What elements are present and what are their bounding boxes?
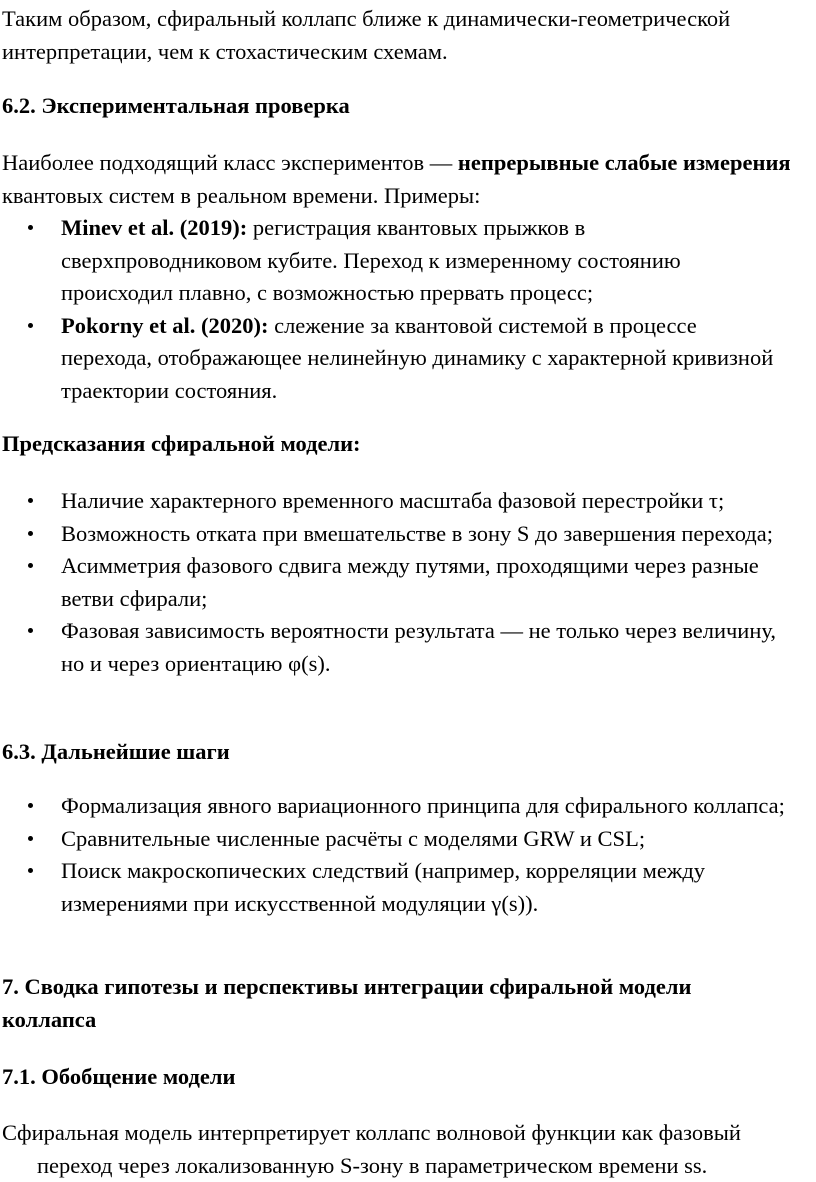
list-item bbox=[0, 823, 790, 856]
paragraph-line-2: переход через локализованную S-зону в параметрическом времени ss. bbox=[37, 1153, 708, 1178]
list-item bbox=[0, 485, 790, 518]
list-item bbox=[0, 550, 790, 615]
section-6-3-heading: 6.3. Дальнейшие шаги bbox=[2, 739, 230, 764]
example-text: слежение за квантовой системой в процессе перехода, отображающее нелинейную динамику с характерной кривизной траектории состояния. bbox=[61, 312, 774, 403]
list-item bbox=[0, 615, 790, 680]
example-ref: Pokorny et al. (2020): bbox=[61, 312, 269, 338]
bullet-icon bbox=[28, 225, 33, 230]
bullet-icon bbox=[28, 868, 33, 873]
examples-list bbox=[0, 212, 790, 407]
bullet-icon bbox=[28, 531, 33, 536]
bullet-icon bbox=[28, 323, 33, 328]
example-text: регистрация квантовых прыжков в сверхпроводниковом кубите. Переход к измеренному состоянию происходил плавно, с возможностью прервать процесс; bbox=[61, 215, 681, 305]
next-steps-list bbox=[0, 790, 790, 920]
predictions-heading: Предсказания сфиральной модели: bbox=[2, 431, 361, 456]
prediction-text: Фазовая зависимость вероятности результата — не только через величину, но и через ориентацию φ(s). bbox=[61, 618, 777, 676]
para-text-bold: непрерывные слабые измерения bbox=[457, 150, 791, 175]
step-text: Поиск макроскопических следствий (например, корреляции между измерениями при искусственной модуляции γ(s)). bbox=[61, 858, 706, 916]
predictions-list bbox=[0, 485, 790, 680]
bullet-icon bbox=[28, 803, 33, 808]
example-ref: Minev et al. (2019): bbox=[61, 215, 248, 240]
list-item bbox=[0, 518, 790, 551]
bullet-icon bbox=[28, 836, 33, 841]
section-6-2-heading: 6.2. Экспериментальная проверка bbox=[2, 93, 350, 118]
prediction-text: Возможность отката при вмешательстве в зону S до завершения перехода; bbox=[61, 520, 773, 546]
step-text: Формализация явного вариационного принципа для сфирального коллапса; bbox=[61, 793, 785, 818]
section-7-heading: 7. Сводка гипотезы и перспективы интеграции сфиральной модели коллапса bbox=[2, 974, 692, 1032]
step-text: Сравнительные численные расчёты с моделями GRW и CSL; bbox=[61, 825, 646, 851]
para-text-pre: Наиболее подходящий класс экспериментов — bbox=[2, 150, 458, 175]
section-7-1-heading: 7.1. Обобщение модели bbox=[2, 1064, 236, 1089]
list-item bbox=[0, 790, 790, 823]
list-item bbox=[0, 310, 790, 408]
paragraph-line-1: Сфиральная модель интерпретирует коллапс волновой функции как фазовый bbox=[2, 1120, 741, 1145]
prediction-text: Наличие характерного временного масштаба фазовой перестройки τ; bbox=[61, 488, 725, 513]
bullet-icon bbox=[28, 498, 33, 503]
bullet-icon bbox=[28, 628, 33, 633]
section-7-1-paragraph bbox=[2, 1116, 814, 1182]
intro-paragraph: Таким образом, сфиральный коллапс ближе к динамически-геометрической интерпретации, чем к стохастическим схемам. bbox=[2, 6, 731, 64]
prediction-text: Асимметрия фазового сдвига между путями, проходящими через разные ветви сфирали; bbox=[61, 553, 759, 611]
list-item bbox=[0, 212, 790, 310]
bullet-icon bbox=[28, 563, 33, 568]
para-text-post: квантовых систем в реальном времени. Примеры: bbox=[2, 183, 481, 208]
section-6-2-paragraph bbox=[2, 146, 814, 212]
list-item bbox=[0, 855, 790, 920]
